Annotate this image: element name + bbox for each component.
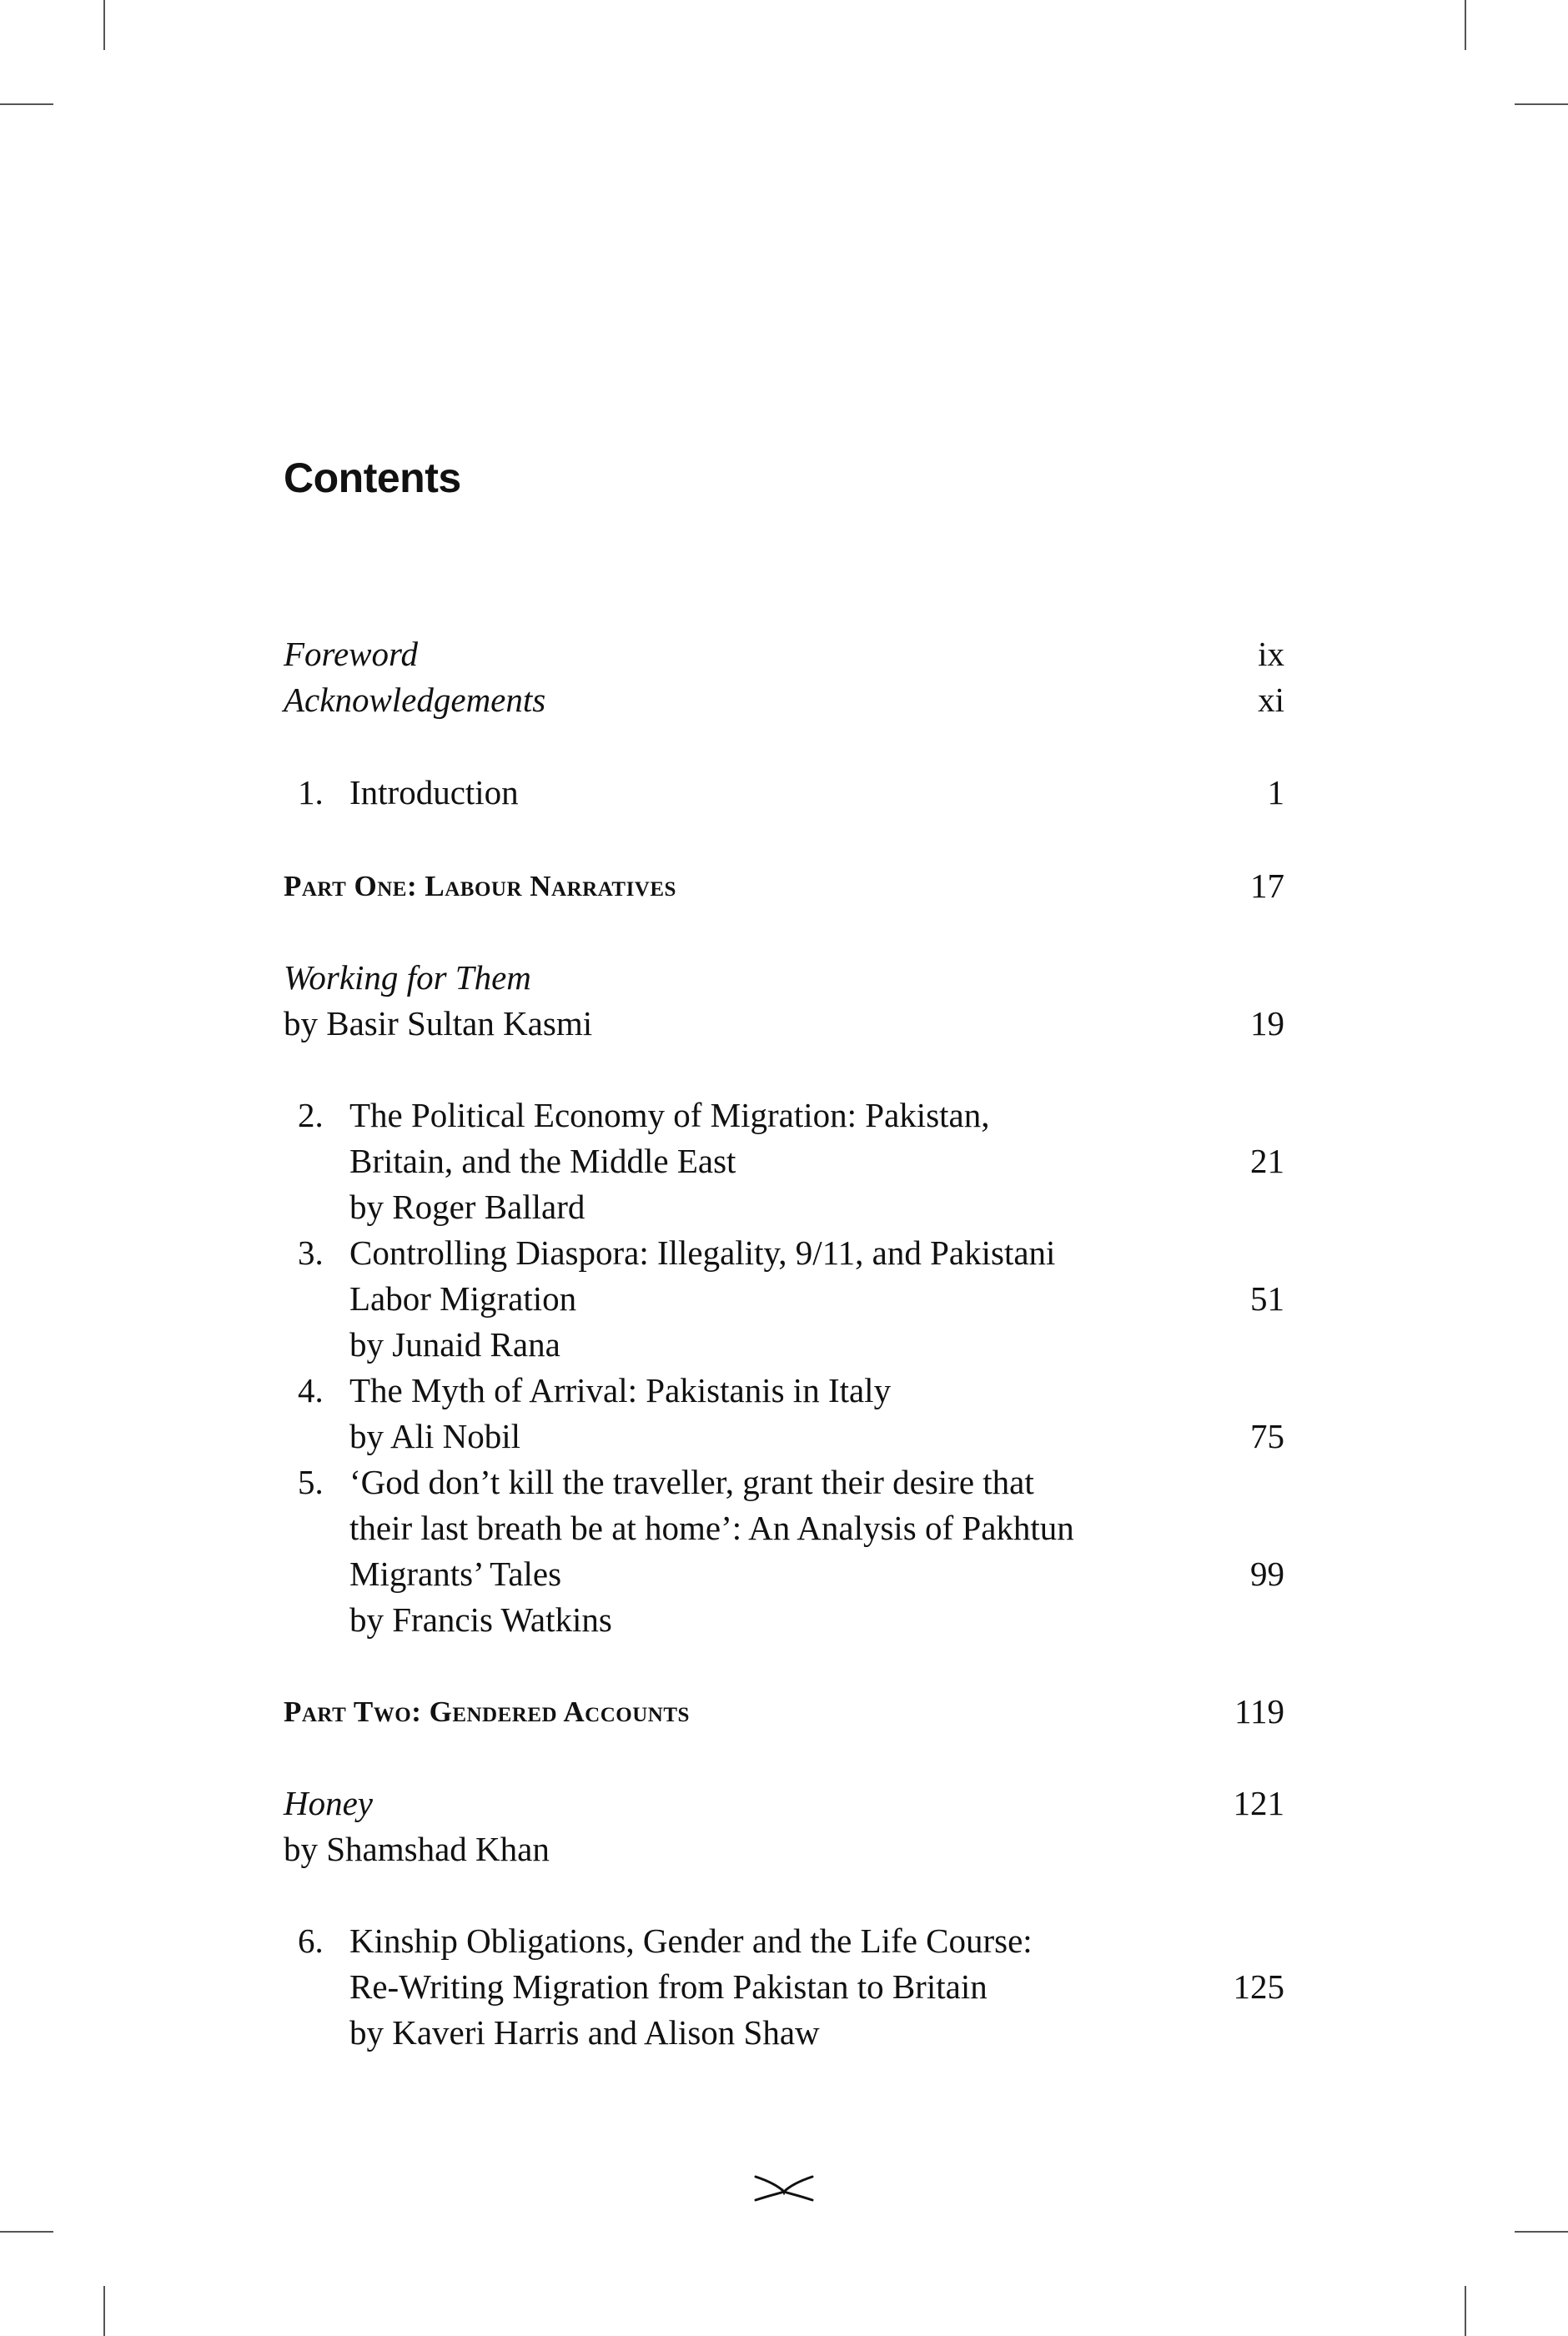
toc-part-one-heading[interactable]: Part One: Labour Narratives xyxy=(284,870,676,902)
toc-page-acknowledgements: xi xyxy=(1258,681,1284,719)
page-number-ornament xyxy=(754,2170,814,2203)
toc-author: by Basir Sultan Kasmi xyxy=(284,1004,593,1042)
toc-entry-chapter-5-cont[interactable]: their last breath be at home’: An Analysis of Pakhtun xyxy=(349,1509,1074,1547)
toc-author: by Ali Nobil xyxy=(349,1417,521,1455)
toc-entry-chapter-3-cont[interactable]: Labor Migration xyxy=(349,1279,577,1318)
chapter-number: 1. xyxy=(298,773,324,811)
toc-page-chapter-4: 75 xyxy=(1250,1417,1284,1455)
chapter-number: 6. xyxy=(298,1922,324,1960)
toc-page-chapter-2: 21 xyxy=(1250,1142,1284,1180)
toc-entry-chapter-4[interactable]: The Myth of Arrival: Pakistanis in Italy xyxy=(349,1371,892,1409)
toc-page-part-two: 119 xyxy=(1234,1692,1284,1731)
toc-entry-chapter-2[interactable]: The Political Economy of Migration: Pakistan, xyxy=(349,1096,990,1134)
chapter-number: 3. xyxy=(298,1233,324,1272)
toc-author: by Roger Ballard xyxy=(349,1188,585,1226)
toc-page-honey: 121 xyxy=(1233,1784,1284,1822)
page-title: Contents xyxy=(284,455,461,501)
chapter-number: 2. xyxy=(298,1096,324,1134)
toc-page-introduction: 1 xyxy=(1267,773,1284,811)
chapter-number: 4. xyxy=(298,1371,324,1409)
toc-page-part-one: 17 xyxy=(1250,867,1284,905)
page-number: v xyxy=(781,2184,787,2198)
toc-part-two-heading[interactable]: Part Two: Gendered Accounts xyxy=(284,1695,690,1728)
toc-entry-chapter-5-cont[interactable]: Migrants’ Tales xyxy=(349,1555,562,1593)
toc-entry-chapter-2-cont[interactable]: Britain, and the Middle East xyxy=(349,1142,736,1180)
toc-entry-foreword[interactable]: Foreword xyxy=(284,635,418,673)
toc-page-chapter-5: 99 xyxy=(1250,1555,1284,1593)
toc-entry-chapter-6-cont[interactable]: Re-Writing Migration from Pakistan to Britain xyxy=(349,1967,988,2006)
toc-page-chapter-3: 51 xyxy=(1250,1279,1284,1318)
toc-author: by Francis Watkins xyxy=(349,1600,612,1639)
toc-entry-working-for-them[interactable]: Working for Them xyxy=(284,958,531,997)
toc-author: by Kaveri Harris and Alison Shaw xyxy=(349,2013,820,2052)
toc-page-chapter-6: 125 xyxy=(1233,1967,1284,2006)
toc-entry-chapter-5[interactable]: ‘God don’t kill the traveller, grant their desire that xyxy=(349,1463,1034,1501)
toc-entry-chapter-3[interactable]: Controlling Diaspora: Illegality, 9/11, and Pakistani xyxy=(349,1233,1056,1272)
toc-page-foreword: ix xyxy=(1258,635,1284,673)
toc-author: by Shamshad Khan xyxy=(284,1830,550,1868)
toc-entry-honey[interactable]: Honey xyxy=(284,1784,374,1822)
toc-entry-chapter-6[interactable]: Kinship Obligations, Gender and the Life Course: xyxy=(349,1922,1033,1960)
toc-author: by Junaid Rana xyxy=(349,1325,560,1364)
chapter-number: 5. xyxy=(298,1463,324,1501)
toc-page-working-for-them: 19 xyxy=(1250,1004,1284,1042)
toc-entry-introduction[interactable]: Introduction xyxy=(349,773,519,811)
toc-entry-acknowledgements[interactable]: Acknowledgements xyxy=(284,681,546,719)
